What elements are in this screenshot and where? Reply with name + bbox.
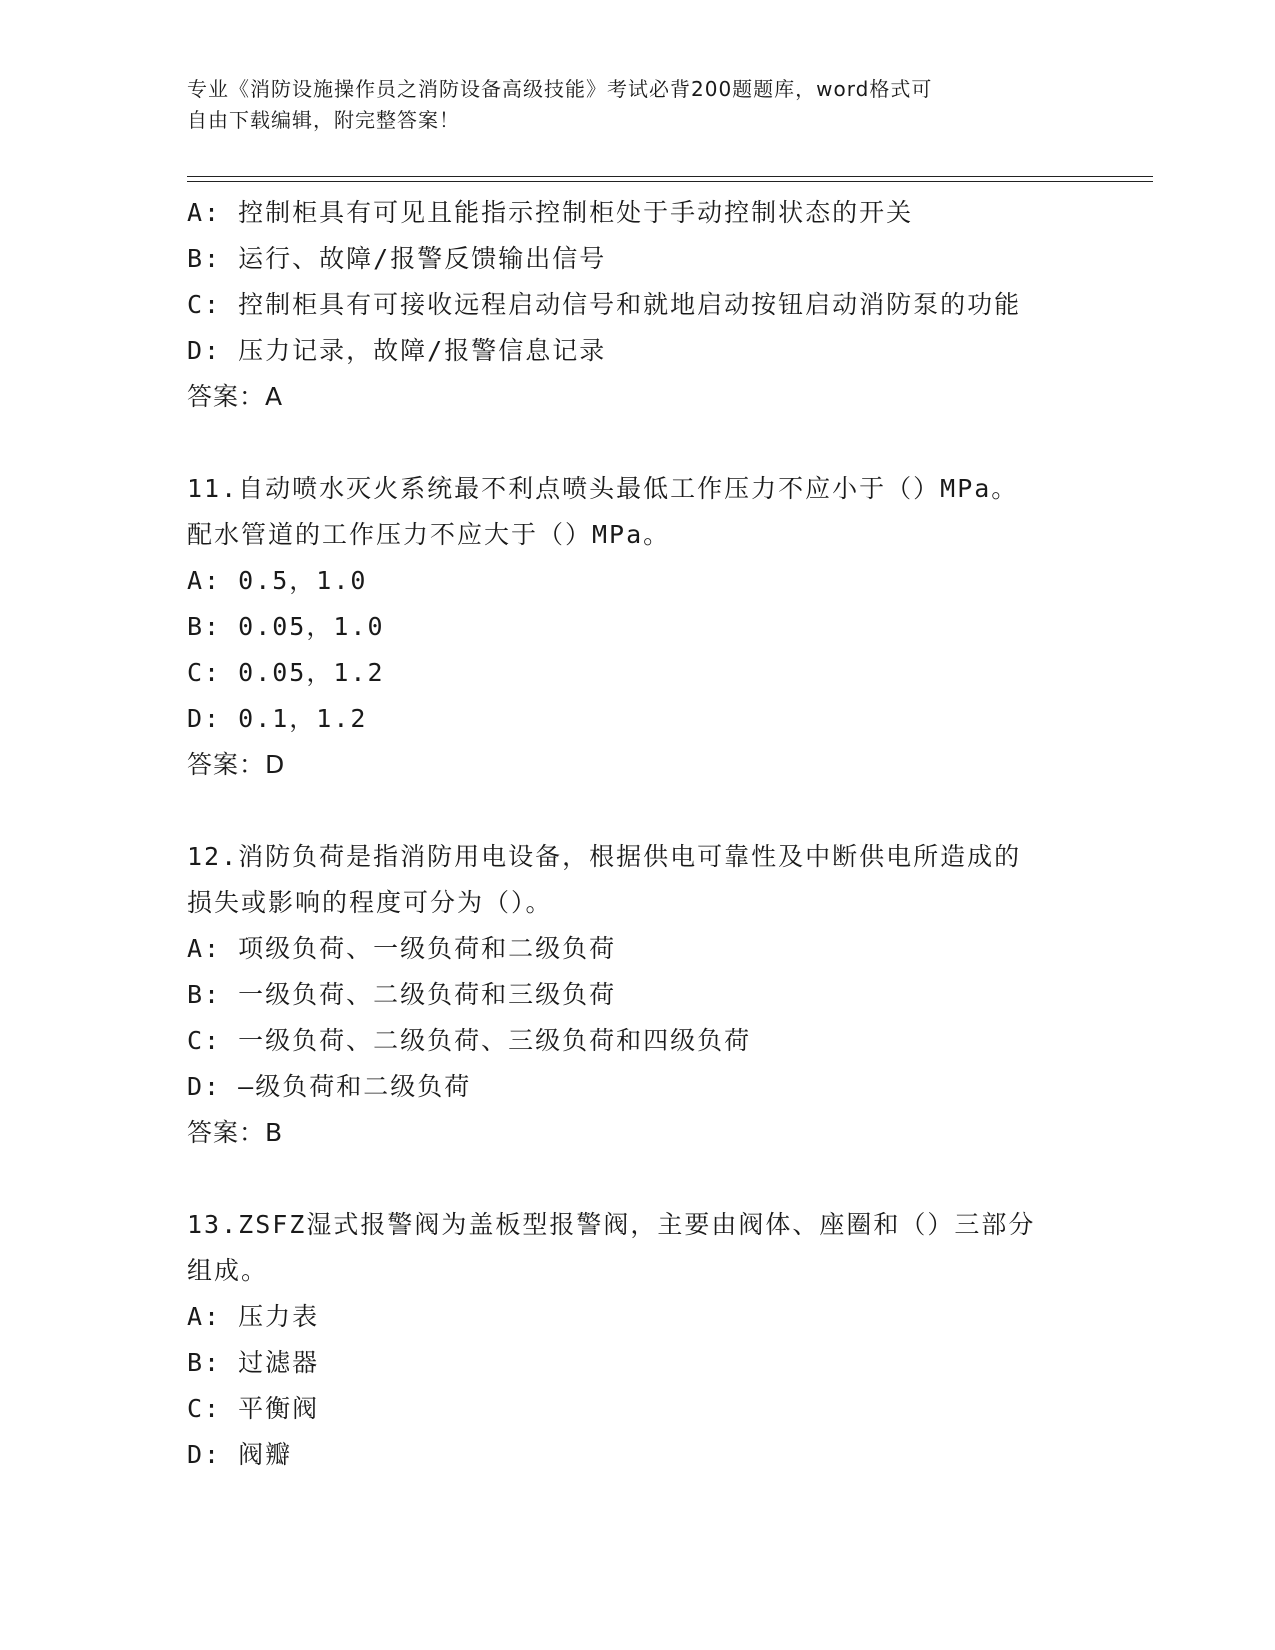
option-b: B: 运行、故障/报警反馈输出信号 [187,244,607,273]
question-stem-line-2: 组成。 [187,1256,269,1285]
header-line-1: 专业《消防设施操作员之消防设备高级技能》考试必背200题题库，word格式可 [187,77,933,101]
question-stem-line-1: 12.消防负荷是指消防用电设备，根据供电可靠性及中断供电所造成的 [187,842,1022,871]
question-stem-line-2: 配水管道的工作压力不应大于（）MPa。 [187,520,671,549]
option-b: B: 一级负荷、二级负荷和三级负荷 [187,980,617,1009]
question-10-tail [187,190,1147,420]
option-d: D: 压力记录，故障/报警信息记录 [187,336,607,365]
option-c: C: 一级负荷、二级负荷、三级负荷和四级负荷 [187,1026,752,1055]
option-b: B: 0.05，1.0 [187,612,385,641]
option-a: A: 0.5，1.0 [187,566,368,595]
question-11 [187,466,1147,788]
question-stem-line-1: 13.ZSFZ湿式报警阀为盖板型报警阀，主要由阀体、座圈和（）三部分 [187,1210,1036,1239]
option-c: C: 0.05，1.2 [187,658,385,687]
header-rule-top [187,176,1153,177]
option-c: C: 控制柜具有可接收远程启动信号和就地启动按钮启动消防泵的功能 [187,290,1022,319]
option-d: D: —级负荷和二级负荷 [187,1072,472,1101]
option-a: A: 控制柜具有可见且能指示控制柜处于手动控制状态的开关 [187,198,914,227]
question-stem-line-2: 损失或影响的程度可分为（）。 [187,888,553,917]
question-list [187,190,1147,1478]
option-c: C: 平衡阀 [187,1394,320,1423]
answer: 答案：B [187,1118,284,1147]
option-d: D: 阀瓣 [187,1440,293,1469]
question-stem-line-1: 11.自动喷水灭火系统最不利点喷头最低工作压力不应小于（）MPa。 [187,474,1019,503]
option-a: A: 项级负荷、一级负荷和二级负荷 [187,934,617,963]
option-a: A: 压力表 [187,1302,320,1331]
answer: 答案：A [187,382,284,411]
header-rule-bottom [187,181,1153,182]
header-line-2: 自由下载编辑，附完整答案！ [187,108,460,132]
answer: 答案：D [187,750,286,779]
option-d: D: 0.1，1.2 [187,704,368,733]
option-b: B: 过滤器 [187,1348,320,1377]
question-13 [187,1202,1147,1478]
document-header [187,74,1067,136]
question-12 [187,834,1147,1156]
